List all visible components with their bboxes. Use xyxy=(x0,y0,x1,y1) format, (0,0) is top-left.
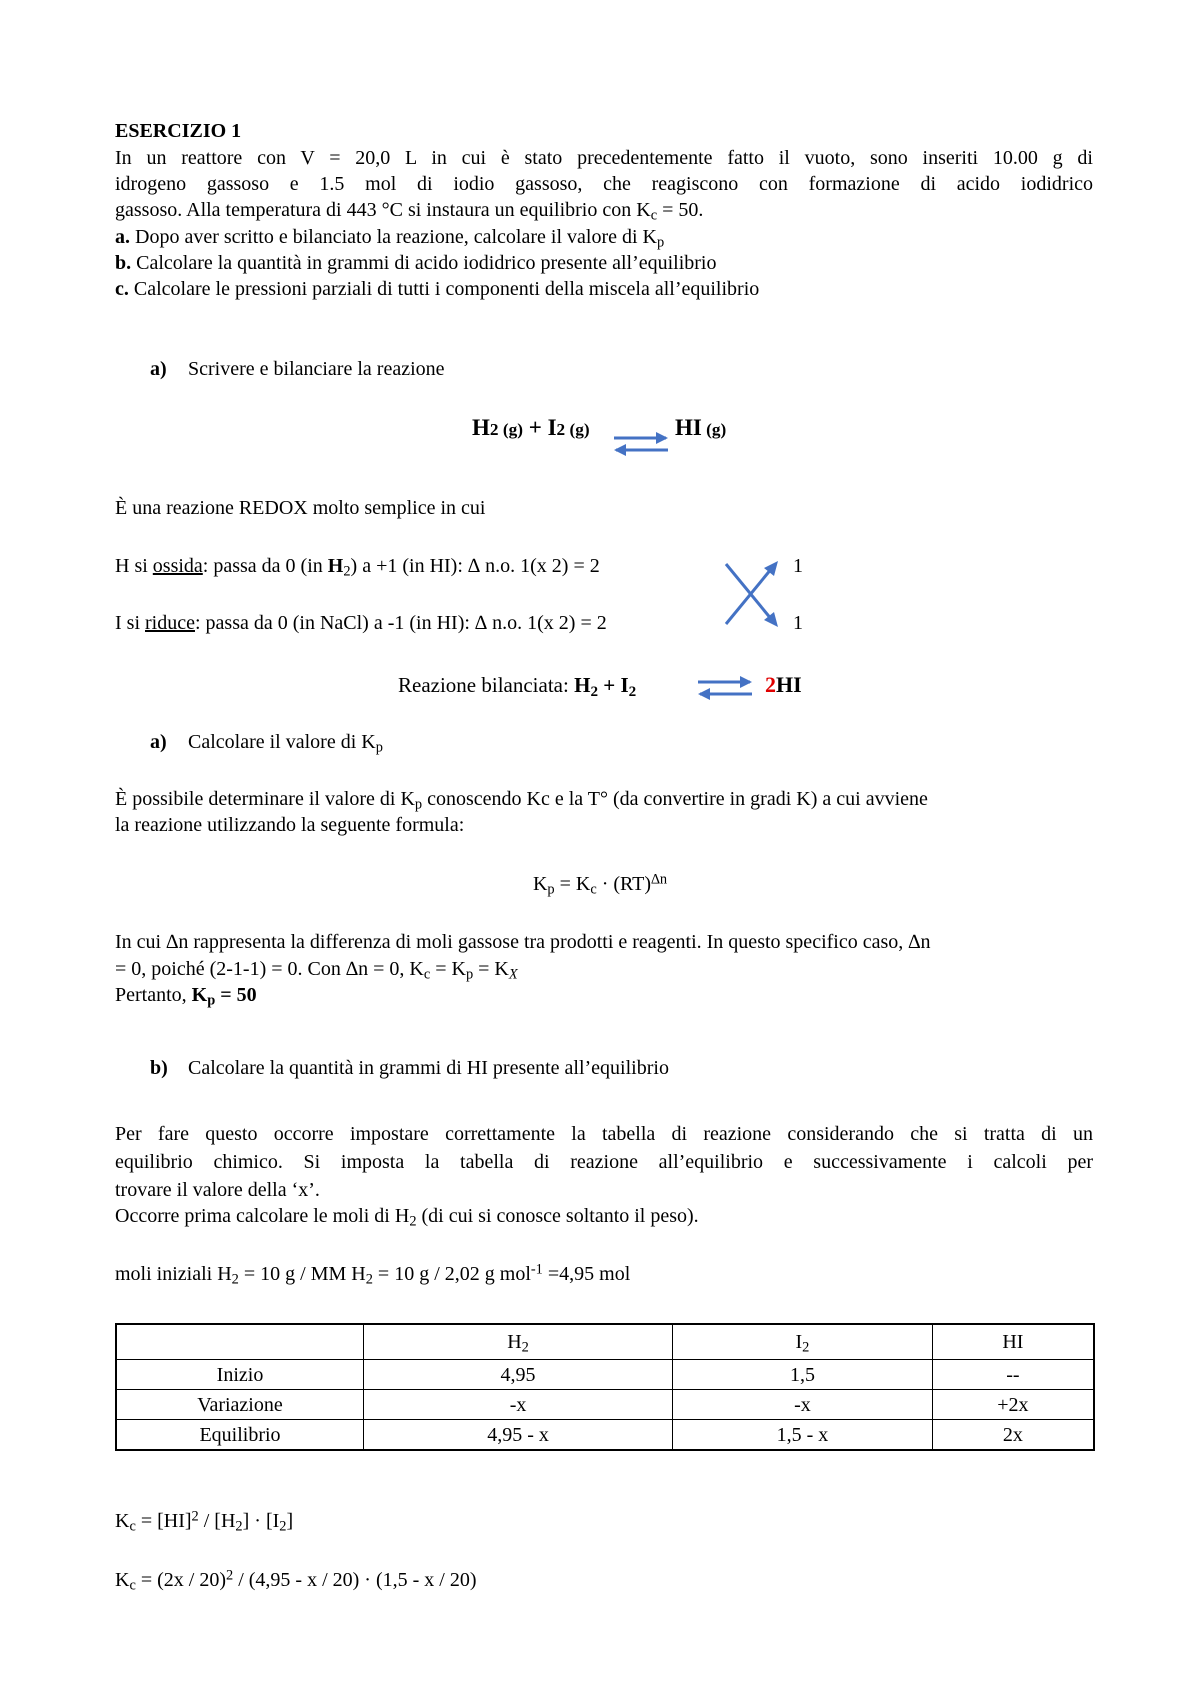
balanced-reaction: Reazione bilanciata: $H_2 + I_2$ xyxy=(398,673,637,700)
table-text-line-4: Occorre prima calcolare le moli di $H_2$ (di cui si conosce soltanto il peso). xyxy=(115,1205,699,1230)
table-cell: Variazione xyxy=(116,1390,364,1420)
redox-h-line: H si ossida: passa da 0 (in $H_2$) a +1 (in HI): ∆ n.o. 1(x 2) = 2 xyxy=(115,555,600,580)
table-cell: -x xyxy=(673,1390,933,1420)
table-row xyxy=(116,1360,1094,1390)
question-a: a. Dopo aver scritto e bilanciato la reazione, calcolare il valore di $K_p$ xyxy=(115,226,665,251)
table-header-cell: $H_2$ xyxy=(364,1324,673,1360)
equilibrium-arrows-icon xyxy=(612,432,670,456)
table-cell: 1,5 xyxy=(673,1360,933,1390)
kp-text-line-2: la reazione utilizzando la seguente formula: xyxy=(115,814,465,836)
electron-exchange-cross-icon xyxy=(722,558,782,630)
reaction-equation: H2 (g) + I2 (g) xyxy=(472,415,590,440)
table-cell: 2x xyxy=(932,1420,1094,1451)
ice-table xyxy=(115,1323,1095,1451)
initial-moles-calculation: moli iniziali $H_2 = 10$ g / MM $H_2 = 10$ g / 2,02 g mol$^{-1}$ =4,95 mol xyxy=(115,1261,631,1288)
section-a2-heading: a) Calcolare il valore di $K_p$ xyxy=(150,731,383,756)
table-cell: -- xyxy=(932,1360,1094,1390)
table-cell: +2x xyxy=(932,1390,1094,1420)
stoichiometric-coefficient: 2 xyxy=(765,672,776,697)
table-cell: 4,95 xyxy=(364,1360,673,1390)
table-header-row xyxy=(116,1324,1094,1360)
redox-i-line: I si riduce: passa da 0 (in NaCl) a -1 (in HI): ∆ n.o. 1(x 2) = 2 xyxy=(115,612,607,634)
kp-result: Pertanto, $K_p = 50$ xyxy=(115,984,257,1009)
table-text-line-3: trovare il valore della ‘x’. xyxy=(115,1179,320,1201)
table-row xyxy=(116,1420,1094,1451)
table-cell: Inizio xyxy=(116,1360,364,1390)
balanced-equilibrium-arrows-icon xyxy=(696,676,754,700)
reaction-product: HI (g) xyxy=(675,415,727,440)
table-header-cell: $I_2$ xyxy=(673,1324,933,1360)
delta-n-line-2: = 0, poiché (2-1-1) = 0. Con ∆n = 0, $K_c = K_p = K_X$ xyxy=(115,958,518,983)
intro-line-1: In un reattore con V = 20,0 L in cui è stato precedentemente fatto il vuoto, sono inseriti 10.00 g di xyxy=(115,147,1093,169)
redox-i-coefficient: 1 xyxy=(793,612,803,634)
table-cell: -x xyxy=(364,1390,673,1420)
table-text-line-2: equilibrio chimico. Si imposta la tabella di reazione all’equilibrio e successivamente i calcoli per xyxy=(115,1151,1093,1173)
intro-line-3: gassoso. Alla temperatura di 443 °C si instaura un equilibrio con $K_c = 50$. xyxy=(115,199,704,224)
table-text-line-1: Per fare questo occorre impostare correttamente la tabella di reazione considerando che si tratta di un xyxy=(115,1123,1093,1145)
table-cell: 1,5 - x xyxy=(673,1420,933,1451)
table-header-cell: HI xyxy=(932,1324,1094,1360)
question-b: b. Calcolare la quantità in grammi di acido iodidrico presente all’equilibrio xyxy=(115,252,717,274)
balanced-product: 2HI xyxy=(765,672,802,697)
intro-line-2: idrogeno gassoso e 1.5 mol di iodio gassoso, che reagiscono con formazione di acido iodidrico xyxy=(115,173,1093,195)
kc-expression: $K_c = [HI]^2 / [H_2] \cdot [I_2]$ xyxy=(115,1508,294,1535)
table-header-cell xyxy=(116,1324,364,1360)
table-row xyxy=(116,1390,1094,1420)
redox-h-coefficient: 1 xyxy=(793,555,803,577)
section-a1-heading: a) Scrivere e bilanciare la reazione xyxy=(150,358,445,380)
section-b-heading: b) Calcolare la quantità in grammi di HI presente all’equilibrio xyxy=(150,1057,669,1079)
kp-formula: $K_p = K_c \cdot (RT)^{\Delta n}$ xyxy=(532,871,668,898)
table-cell: Equilibrio xyxy=(116,1420,364,1451)
redox-intro: È una reazione REDOX molto semplice in cui xyxy=(115,497,486,519)
delta-n-line-1: In cui ∆n rappresenta la differenza di moli gassose tra prodotti e reagenti. In questo specifico caso, ∆n xyxy=(115,931,931,953)
question-c: c. Calcolare le pressioni parziali di tutti i componenti della miscela all’equilibrio xyxy=(115,278,760,300)
kc-substitution: $K_c = (2x / 20)^2 / (4,95 - x / 20) \cdot (1,5 - x / 20)$ xyxy=(115,1567,477,1594)
table-cell: 4,95 - x xyxy=(364,1420,673,1451)
kp-text-line-1: È possibile determinare il valore di $K_p$ conoscendo Kc e la T° (da convertire in gradi K) a cui avviene xyxy=(115,788,928,813)
exercise-title: ESERCIZIO 1 xyxy=(115,120,242,142)
